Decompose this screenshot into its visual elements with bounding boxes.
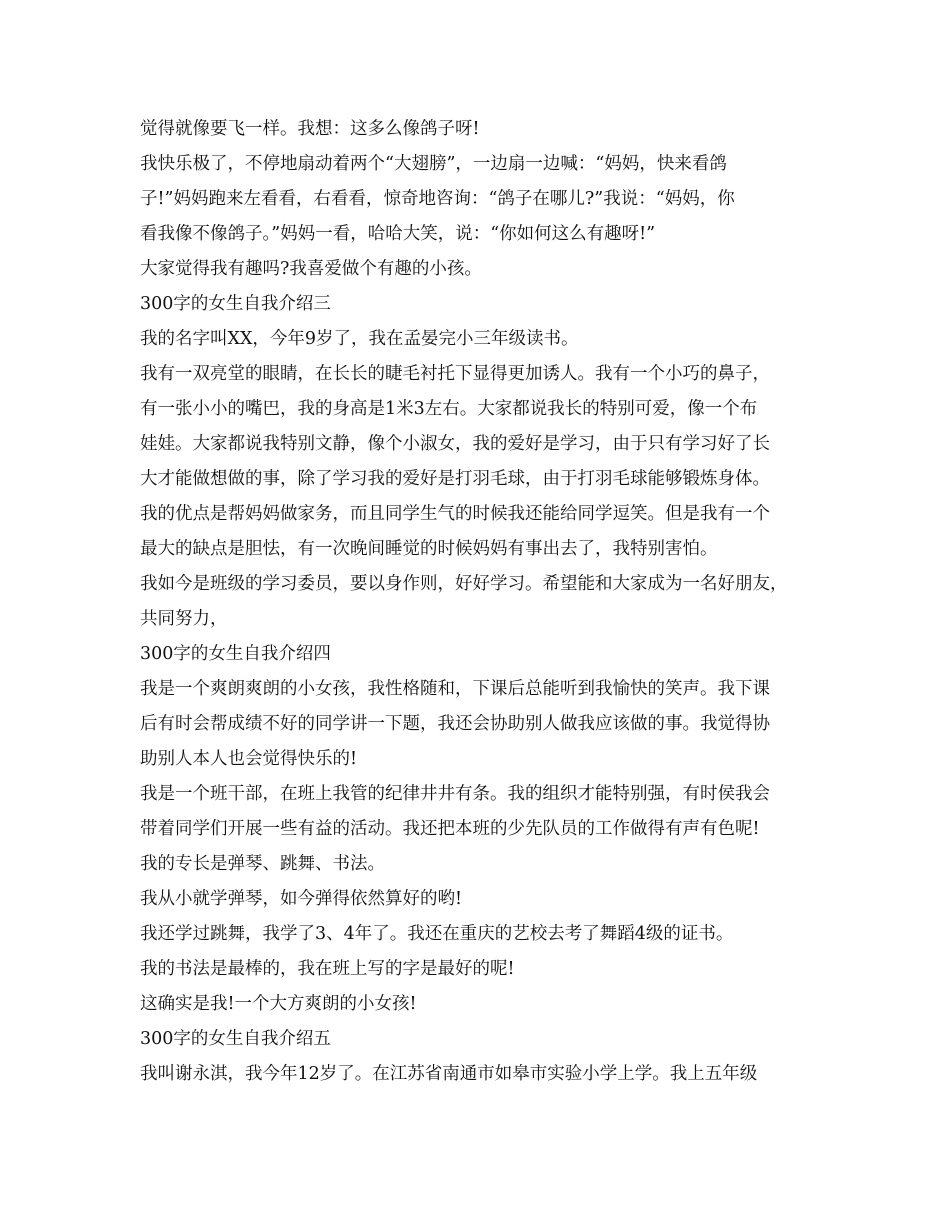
- text-line: 我快乐极了，不停地扇动着两个“大翅膀”，一边扇一边喊：“妈妈，快来看鸽: [140, 154, 727, 174]
- text-line: 我的优点是帮妈妈做家务，而且同学生气的时候我还能给同学逗笑。但是我有一个: [140, 504, 770, 524]
- text-line: 我从小就学弹琴，如今弹得依然算好的哟!: [140, 889, 463, 909]
- text-line: 我是一个爽朗爽朗的小女孩，我性格随和，下课后总能听到我愉快的笑声。我下课: [140, 679, 770, 699]
- text-line: 子!”妈妈跑来左看看，右看看，惊奇地咨询：“鸽子在哪儿?”我说：“妈妈，你: [140, 189, 735, 209]
- text-line: 我的书法是最棒的，我在班上写的字是最好的呢!: [140, 959, 515, 979]
- text-line: 大家觉得我有趣吗?我喜爱做个有趣的小孩。: [140, 259, 482, 279]
- text-line: 我还学过跳舞，我学了3、4年了。我还在重庆的艺校去考了舞蹈4级的证书。: [140, 924, 734, 944]
- text-line: 我的专长是弹琴、跳舞、书法。: [140, 854, 385, 874]
- text-line: 有一张小小的嘴巴，我的身高是1米3左右。大家都说我长的特别可爱，像一个布: [140, 399, 758, 419]
- section-heading: 300字的女生自我介绍四: [140, 644, 331, 664]
- text-line: 助别人本人也会觉得快乐的!: [140, 749, 358, 769]
- text-line: 后有时会帮成绩不好的同学讲一下题，我还会协助别人做我应该做的事。我觉得协: [140, 714, 770, 734]
- text-line: 我叫谢永淇，我今年12岁了。在江苏省南通市如皋市实验小学上学。我上五年级: [140, 1064, 758, 1084]
- section-heading: 300字的女生自我介绍三: [140, 294, 331, 314]
- document-body: [140, 112, 840, 1092]
- text-line: 我的名字叫XX，今年9岁了，我在孟晏完小三年级读书。: [140, 329, 579, 349]
- text-line: 这确实是我!一个大方爽朗的小女孩!: [140, 994, 417, 1014]
- text-line: 我是一个班干部，在班上我管的纪律井井有条。我的组织才能特别强，有时侯我会: [140, 784, 770, 804]
- text-line: 看我像不像鸽子。”妈妈一看，哈哈大笑，说：“你如何这么有趣呀!”: [140, 224, 656, 244]
- text-line: 娃娃。大家都说我特别文静，像个小淑女，我的爱好是学习，由于只有学习好了长: [140, 434, 770, 454]
- section-heading: 300字的女生自我介绍五: [140, 1029, 331, 1049]
- text-line: 我如今是班级的学习委员，要以身作则，好好学习。希望能和大家成为一名好朋友，: [140, 574, 788, 594]
- text-line: 觉得就像要飞一样。我想：这多么像鸽子呀!: [140, 119, 480, 139]
- text-line: 最大的缺点是胆怯，有一次晚间睡觉的时候妈妈有事出去了，我特别害怕。: [140, 539, 718, 559]
- text-line: 我有一双亮堂的眼睛，在长长的睫毛衬托下显得更加诱人。我有一个小巧的鼻子，: [140, 364, 770, 384]
- text-line: 共同努力，: [140, 609, 228, 629]
- text-line: 带着同学们开展一些有益的活动。我还把本班的少先队员的工作做得有声有色呢!: [140, 819, 760, 839]
- text-line: 大才能做想做的事，除了学习我的爱好是打羽毛球，由于打羽毛球能够锻炼身体。: [140, 469, 770, 489]
